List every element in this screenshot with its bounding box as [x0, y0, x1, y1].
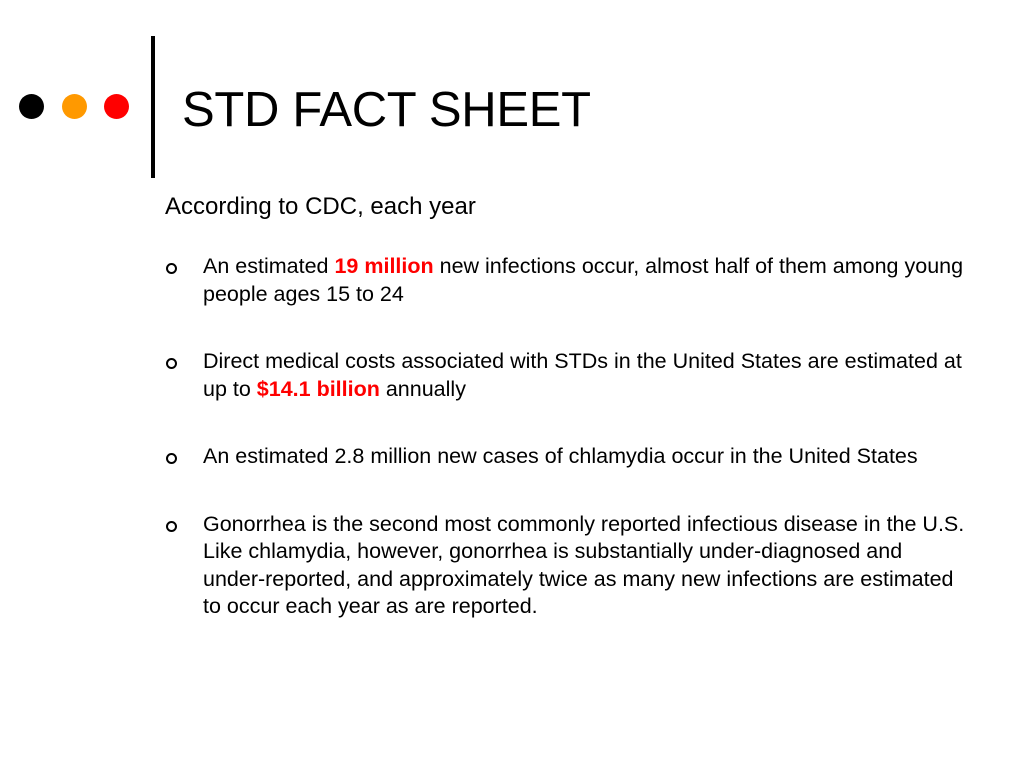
- bullet-circle-icon: [166, 521, 177, 532]
- highlight-figure: 19 million: [334, 254, 434, 278]
- bullet-text: An estimated: [203, 254, 335, 278]
- bullet-list: [165, 253, 965, 621]
- bullet-item-gonorrhea: [165, 511, 965, 621]
- bullet-item-chlamydia: [165, 443, 965, 471]
- intro-text: According to CDC, each year: [165, 193, 476, 220]
- black-dot-icon: [19, 94, 44, 119]
- bullet-text: new infections occur, almost half of them among young people ages 15 to 24: [203, 254, 964, 306]
- orange-dot-icon: [62, 94, 87, 119]
- title-divider: [151, 36, 155, 178]
- bullet-item-costs: [165, 348, 965, 403]
- bullet-text: An estimated 2.8 million new cases of chlamydia occur in the United States: [203, 444, 918, 468]
- bullet-text: Direct medical costs associated with STDs in the United States are estimated at up to: [203, 349, 962, 401]
- bullet-item-infections: [165, 253, 965, 308]
- bullet-circle-icon: [166, 263, 177, 274]
- bullet-circle-icon: [166, 358, 177, 369]
- bullet-circle-icon: [166, 453, 177, 464]
- bullet-text: Gonorrhea is the second most commonly reported infectious disease in the U.S. Like chlamydia, however, gonorrhea is substantially under-diagnosed and under-reported, and approximately twice as many new infections are estimated to occur each year as are reported.: [203, 511, 965, 618]
- slide-title: STD FACT SHEET: [182, 83, 591, 137]
- red-dot-icon: [104, 94, 129, 119]
- highlight-figure: $14.1 billion: [256, 376, 380, 401]
- bullet-text: annually: [379, 376, 466, 401]
